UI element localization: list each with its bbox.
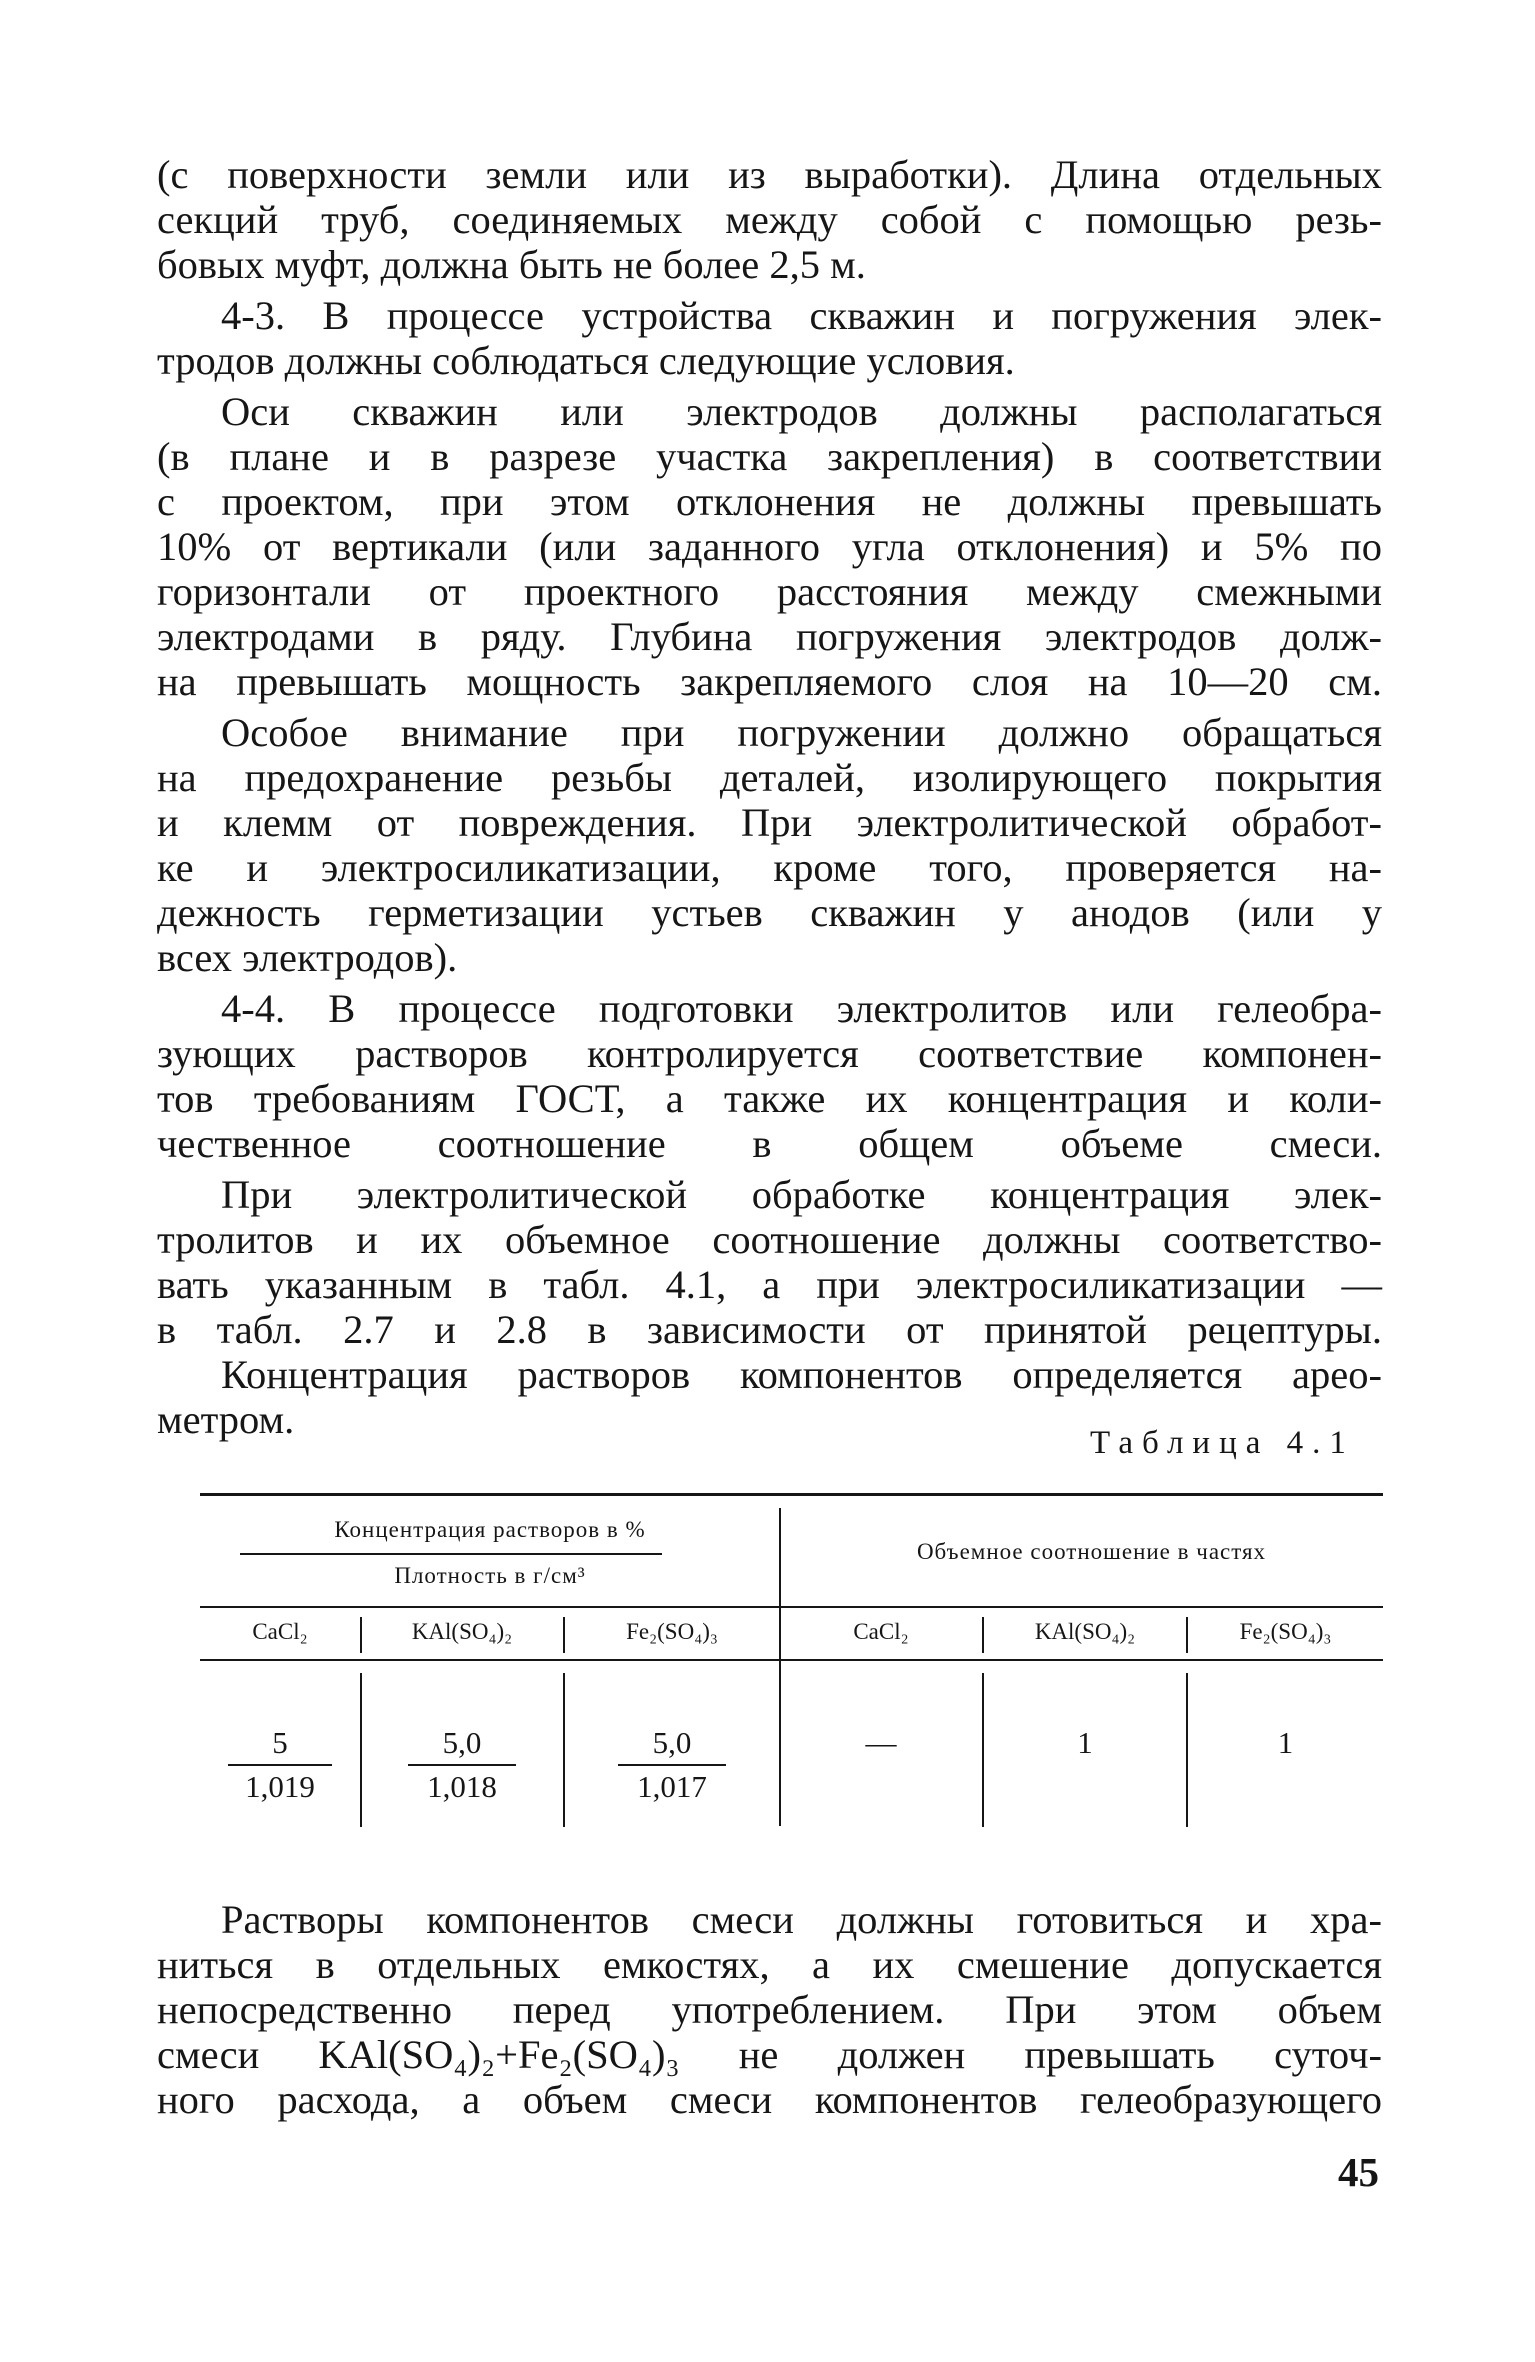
text-line: 10% от вертикали (или заданного угла отклонения) и 5% по [157,524,1382,569]
text-line: бовых муфт, должна быть не более 2,5 м. [157,242,866,287]
group-header-concentration: Концентрация растворов в % [334,1517,646,1542]
text-line: и клемм от повреждения. При электролитической обработ- [157,800,1382,845]
text-line: ке и электросиликатизации, кроме того, проверяется на- [157,845,1382,890]
text-line: на предохранение резьбы деталей, изолирующего покрытия [157,755,1382,800]
group-header-density: Плотность в г/см³ [394,1563,586,1588]
text-line: (в плане и в разрезе участка закрепления) в соответствии [157,434,1382,479]
text-line: чественное соотношение в общем объеме смеси. [157,1121,1382,1166]
paragraph-8 [157,1897,1382,2122]
text-line: ниться в отдельных емкостях, а их смешение допускается [157,1942,1382,1987]
text-line: Концентрация растворов компонентов определяется арео- [221,1352,1382,1397]
cell-concentration: 5 [272,1725,288,1760]
fraction-rule [408,1764,516,1766]
col-header-cacl2-ratio: CaCl₂ [853,1619,909,1644]
text-line: 4-4. В процессе подготовки электролитов или гелеобра- [221,986,1382,1031]
text-line: Особое внимание при погружении должно обращаться [221,710,1382,755]
text-line: всех электродов). [157,935,458,980]
text-line: зующих растворов контролируется соответствие компонен- [157,1031,1382,1076]
text-line: в табл. 2.7 и 2.8 в зависимости от принятой рецептуры. [157,1307,1382,1352]
paragraph-5 [157,986,1382,1166]
text-line: с проектом, при этом отклонения не должны превышать [157,479,1382,524]
fraction-rule [228,1764,332,1766]
text-line: дежность герметизации устьев скважин у анодов (или у [157,890,1382,935]
table-top-rule [200,1493,1383,1496]
body-text [157,152,1382,1442]
cell-ratio: 1 [1077,1725,1093,1760]
body-text-after-table [157,1897,1382,2122]
text-line: горизонтали от проектного расстояния между смежными [157,569,1382,614]
text-line: Оси скважин или электродов должны располагаться [221,389,1382,434]
page-number: 45 [1338,2149,1379,2195]
text-line: Растворы компонентов смеси должны готовиться и хра- [221,1897,1382,1942]
col-header-kal-ratio: KAl(SO₄)₂ [1034,1619,1136,1644]
cell-density: 1,017 [637,1769,707,1804]
text-line: смеси KAl(SO₄)₂+Fe₂(SO₄)₃ не должен превышать суточ- [157,2032,1382,2077]
cell-density: 1,018 [427,1769,497,1804]
text-line: электродами в ряду. Глубина погружения электродов долж- [157,614,1382,659]
text-line: на превышать мощность закрепляемого слоя на 10—20 см. [157,659,1382,704]
text-line: тродов должны соблюдаться следующие условия. [157,338,1015,383]
paragraph-3 [157,389,1382,704]
table-subheader-rule [200,1659,1383,1661]
text-line: метром. [157,1397,295,1442]
text-line: При электролитической обработке концентрация элек- [221,1172,1382,1217]
table-group-divider [779,1508,781,1826]
col-header-fe: Fe₂(SO₄)₃ [626,1619,718,1644]
table-header-rule [200,1606,1383,1608]
cell-ratio: 1 [1277,1725,1294,1760]
paragraph-6 [157,1172,1382,1352]
paragraph-2 [157,293,1382,383]
fraction-rule [618,1764,726,1766]
header-fraction-rule [240,1553,662,1555]
data-table [200,1493,1383,1833]
text-line: непосредственно перед употреблением. При этом объем [157,1987,1382,2032]
col-header-fe-ratio: Fe₂(SO₄)₃ [1239,1619,1332,1644]
col-header-cacl2: CaCl₂ [252,1619,308,1644]
paragraph-1 [157,152,1382,287]
text-line: вать указанным в табл. 4.1, а при электросиликатизации — [157,1262,1382,1307]
table-caption: Таблица 4.1 [1090,1425,1355,1461]
cell-concentration: 5,0 [652,1725,692,1760]
cell-density: 1,019 [245,1769,315,1804]
col-header-kal: KAl(SO₄)₂ [411,1619,513,1644]
cell-concentration: 5,0 [442,1725,482,1760]
group-header-ratio: Объемное соотношение в частях [916,1539,1267,1564]
cell-ratio: — [865,1725,897,1760]
text-line: секций труб, соединяемых между собой с помощью резь- [157,197,1382,242]
paragraph-4 [157,710,1382,980]
text-line: тролитов и их объемное соотношение должны соответство- [157,1217,1382,1262]
text-line: тов требованиям ГОСТ, а также их концентрация и коли- [157,1076,1382,1121]
text-line: ного расхода, а объем смеси компонентов гелеобразующего [157,2077,1382,2122]
text-line: 4-3. В процессе устройства скважин и погружения элек- [221,293,1382,338]
text-line: (с поверхности земли или из выработки). Длина отдельных [157,152,1382,197]
